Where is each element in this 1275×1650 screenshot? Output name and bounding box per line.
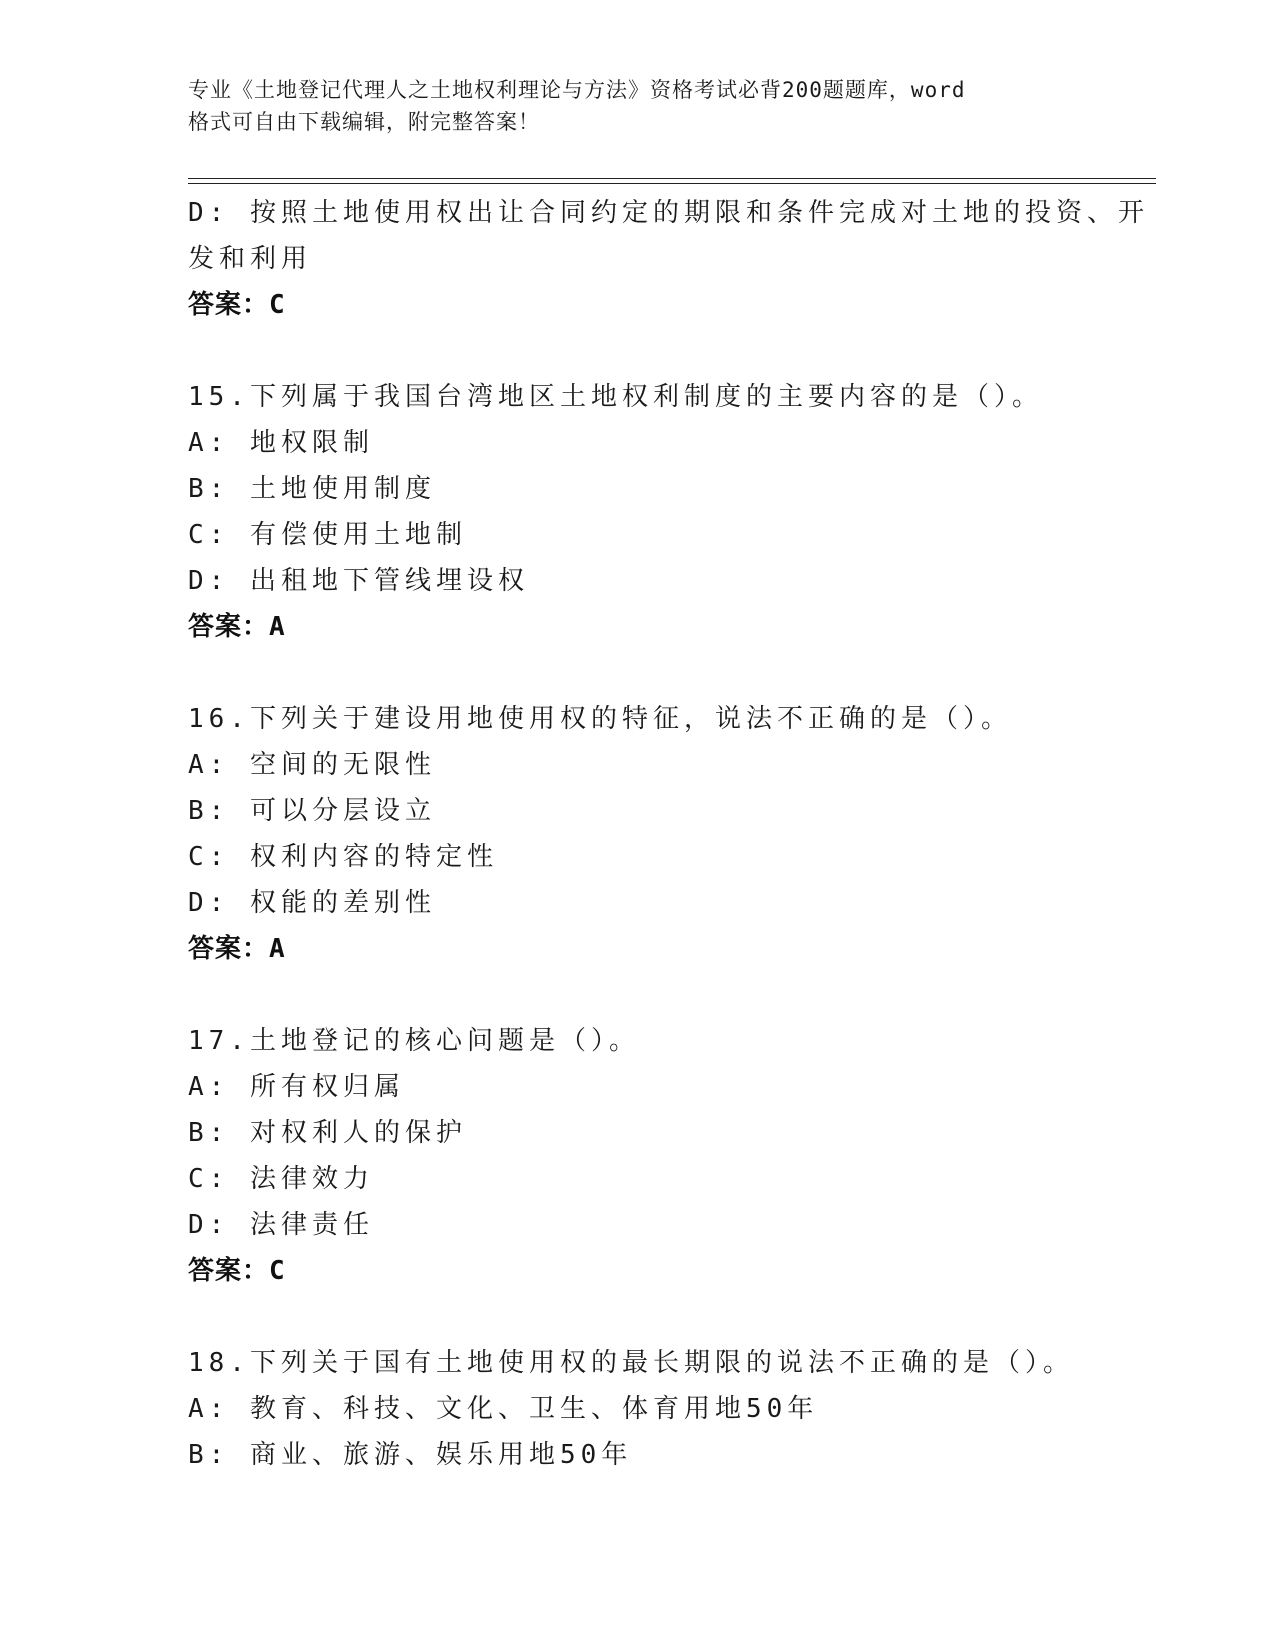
- document-body: [188, 190, 1149, 1478]
- question-17: [188, 1018, 1088, 1294]
- question-stem: 15.下列属于我国台湾地区土地权利制度的主要内容的是（）。: [188, 382, 1043, 412]
- option-a: A: 地权限制: [188, 428, 374, 458]
- answer: 答案：A: [188, 612, 286, 642]
- option-c: C: 法律效力: [188, 1164, 374, 1194]
- question-16: [188, 696, 1088, 972]
- header-divider-top: [188, 178, 1156, 179]
- header-line-1: 专业《土地登记代理人之土地权利理论与方法》资格考试必背200题题库，word: [188, 78, 966, 102]
- prev-option-d-line-2: 发和利用: [188, 244, 313, 274]
- question-18: [188, 1340, 1088, 1478]
- prev-answer: 答案：C: [188, 290, 286, 320]
- option-b: B: 土地使用制度: [188, 474, 436, 504]
- option-d: D: 法律责任: [188, 1210, 374, 1240]
- option-a: A: 空间的无限性: [188, 750, 436, 780]
- option-b: B: 商业、旅游、娱乐用地50年: [188, 1440, 633, 1470]
- question-15: [188, 374, 1088, 650]
- option-d: D: 权能的差别性: [188, 888, 436, 918]
- option-b: B: 可以分层设立: [188, 796, 436, 826]
- option-a: A: 所有权归属: [188, 1072, 405, 1102]
- option-c: C: 有偿使用土地制: [188, 520, 467, 550]
- question-stem: 18.下列关于国有土地使用权的最长期限的说法不正确的是（）。: [188, 1348, 1074, 1378]
- document-header: [188, 74, 1088, 138]
- answer: 答案：A: [188, 934, 286, 964]
- option-a: A: 教育、科技、文化、卫生、体育用地50年: [188, 1394, 819, 1424]
- option-b: B: 对权利人的保护: [188, 1118, 467, 1148]
- option-c: C: 权利内容的特定性: [188, 842, 498, 872]
- header-line-2: 格式可自由下载编辑，附完整答案！: [188, 110, 540, 134]
- question-stem: 17.土地登记的核心问题是（）。: [188, 1026, 640, 1056]
- prev-option-d-line-1: D: 按照土地使用权出让合同约定的期限和条件完成对土地的投资、开: [188, 198, 1149, 228]
- option-d: D: 出租地下管线埋设权: [188, 566, 529, 596]
- answer: 答案：C: [188, 1256, 286, 1286]
- header-divider-bottom: [188, 183, 1156, 184]
- question-stem: 16.下列关于建设用地使用权的特征，说法不正确的是（）。: [188, 704, 1012, 734]
